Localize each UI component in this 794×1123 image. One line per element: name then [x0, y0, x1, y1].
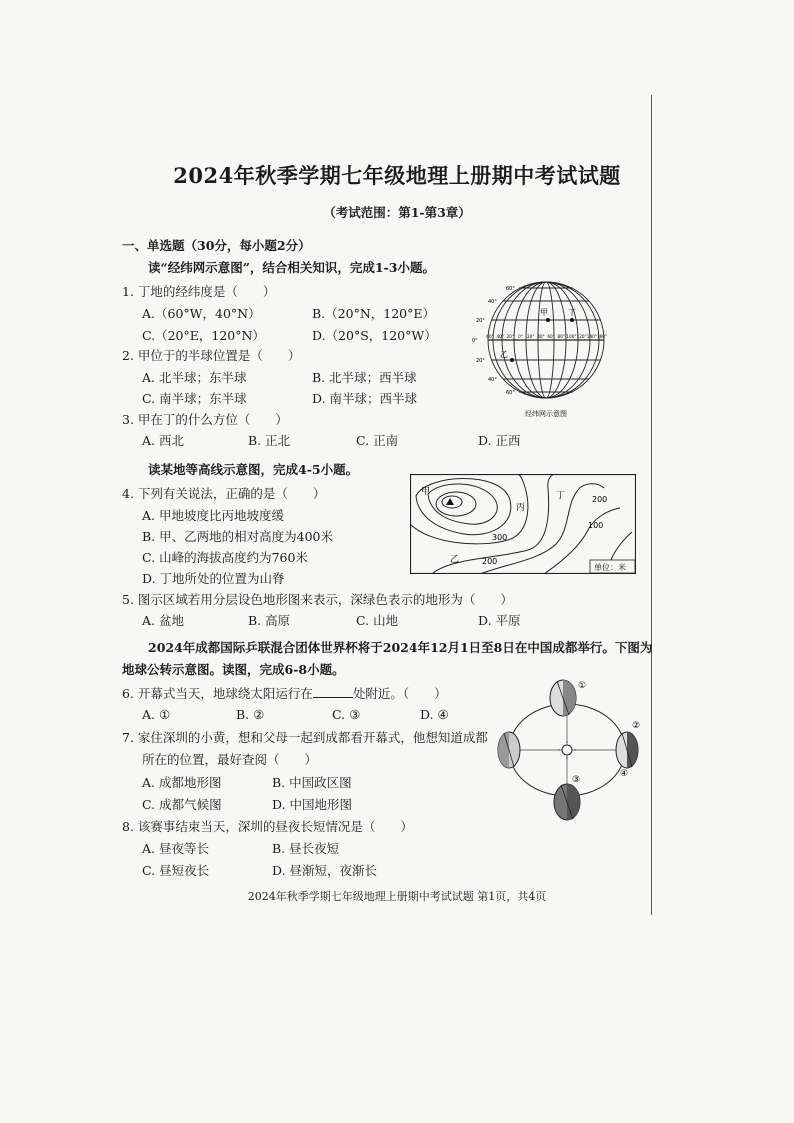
latitude-label: 60° — [506, 390, 515, 396]
q5-option-c: C. 山地 — [356, 613, 399, 628]
q4-option-b: B. 甲、乙两地的相对高度为400米 — [142, 529, 333, 544]
q5-option-a: A. 盆地 — [142, 613, 184, 628]
q6-option-a: A. ① — [142, 707, 171, 722]
latitude-label: 40° — [488, 377, 497, 383]
q8-option-d: D. 昼渐短，夜渐长 — [272, 863, 378, 878]
section-heading: 一、单选题（30分，每小题2分） — [122, 238, 311, 253]
contour-value-200-top: 200 — [592, 495, 608, 504]
q5-option-d: D. 平原 — [478, 613, 521, 628]
q7-option-a: A. 成都地形图 — [142, 775, 222, 790]
q2-option-a: A. 北半球；东半球 — [142, 370, 247, 385]
q1-option-b: B.（20°N，120°E） — [312, 306, 435, 321]
q4-option-d: D. 丁地所处的位置为山脊 — [142, 571, 285, 586]
contour-label-jia: 甲 — [421, 487, 431, 497]
point-jia-marker — [546, 318, 550, 322]
q3-option-a: A. 西北 — [142, 433, 184, 448]
orbit-position-2: ② — [632, 721, 641, 731]
latitude-labels — [472, 286, 515, 396]
longitude-label: 20° — [527, 334, 535, 339]
longitude-label: 20° — [506, 334, 515, 339]
longitude-label: 0° — [518, 334, 523, 339]
intro-orbit-line2: 地球公转示意图。读图，完成6-8小题。 — [122, 662, 345, 677]
contour-label-bing: 丙 — [516, 503, 526, 513]
latitude-label: 0° — [472, 338, 478, 344]
peak-triangle-icon — [446, 498, 454, 505]
q6-option-b: B. ② — [236, 707, 265, 722]
q3-option-d: D. 正西 — [478, 433, 521, 448]
globe-label-yi: 乙 — [500, 350, 508, 359]
globe-label-jia: 甲 — [540, 308, 548, 317]
latitude-label: 60° — [506, 286, 515, 292]
contour-value-100: 100 — [588, 521, 604, 530]
globe-grid — [488, 282, 604, 398]
earth-top-icon — [550, 680, 576, 716]
longitude-label: 80° — [557, 334, 565, 339]
q1-option-a: A.（60°W，40°N） — [142, 306, 261, 321]
q1-option-c: C.（20°E，120°N） — [142, 328, 265, 343]
q8-option-c: C. 昼短夜长 — [142, 863, 210, 878]
globe-label-ding: 丁 — [568, 308, 576, 317]
contour-label-yi: 乙 — [450, 555, 460, 565]
exam-scope: （考试范围：第1-第3章） — [323, 205, 471, 220]
q4-option-c: C. 山峰的海拔高度约为760米 — [142, 550, 308, 565]
q6-answer-blank — [313, 685, 353, 698]
q8-option-b: B. 昼长夜短 — [272, 841, 340, 856]
page-footer: 2024年秋季学期七年级地理上册期中考试试题 第1页，共4页 — [247, 890, 547, 903]
q7-stem-line2: 所在的位置，最好查阅（ ） — [142, 752, 318, 767]
latitude-label: 20° — [476, 318, 485, 324]
latitude-label: 40° — [488, 299, 497, 305]
earth-left-icon — [498, 732, 520, 768]
contour-value-300: 300 — [492, 533, 508, 542]
point-yi-marker — [510, 358, 514, 362]
q6-option-c: C. ③ — [332, 707, 361, 722]
q3-option-b: B. 正北 — [248, 433, 291, 448]
q8-option-a: A. 昼夜等长 — [142, 841, 209, 856]
intro-globe: 读“经纬网示意图”，结合相关知识，完成1-3小题。 — [148, 260, 435, 275]
longitude-label: 60° — [547, 334, 555, 339]
orbit-position-1: ① — [578, 681, 587, 691]
q1-stem: 1. 丁地的经纬度是（ ） — [122, 284, 276, 299]
q6-stem — [122, 685, 447, 702]
q8-stem: 8. 该赛事结束当天，深圳的昼夜长短情况是（ ） — [122, 819, 413, 834]
longitude-label: 140° — [586, 334, 597, 339]
globe-caption: 经纬网示意图 — [525, 410, 567, 418]
q4-stem: 4. 下列有关说法，正确的是（ ） — [122, 486, 326, 501]
page-title: 2024年秋季学期七年级地理上册期中考试试题 — [173, 163, 621, 188]
q6-option-d: D. ④ — [420, 707, 449, 722]
longitude-label: 160° — [596, 334, 608, 339]
contour-value-200-bottom: 200 — [482, 557, 498, 566]
q7-option-c: C. 成都气候图 — [142, 797, 222, 812]
q7-option-d: D. 中国地形图 — [272, 797, 353, 812]
longitude-label: 40° — [496, 334, 504, 339]
q7-stem-line1: 7. 家住深圳的小黄，想和父母一起到成都看开幕式，他想知道成都 — [122, 730, 488, 745]
q2-option-b: B. 北半球；西半球 — [312, 370, 417, 385]
longitude-label: 120° — [576, 334, 587, 339]
longitude-label: 40° — [537, 334, 545, 339]
orbit-position-4: ④ — [620, 769, 629, 779]
latitude-label: 20° — [476, 358, 485, 364]
q2-option-c: C. 南半球；东半球 — [142, 391, 247, 406]
longitude-labels — [486, 334, 607, 339]
longitude-label: 60° — [486, 334, 494, 339]
contour-label-ding: 丁 — [556, 491, 566, 501]
intro-orbit-line1: 2024年成都国际乒联混合团体世界杯将于2024年12月1日至8日在中国成都举行。下图为 — [148, 640, 653, 655]
q2-stem: 2. 甲位于的半球位置是（ ） — [122, 348, 301, 363]
contour-unit: 单位：米 — [594, 563, 626, 572]
q7-option-b: B. 中国政区图 — [272, 775, 352, 790]
q6-stem-before: 6. 开幕式当天，地球绕太阳运行在 — [122, 686, 313, 701]
q1-option-d: D.（20°S，120°W） — [312, 328, 437, 343]
q4-option-a: A. 甲地坡度比丙地坡度缓 — [142, 508, 284, 523]
earth-orbit-figure — [494, 672, 644, 830]
q3-option-c: C. 正南 — [356, 433, 399, 448]
orbit-position-3: ③ — [572, 775, 581, 785]
intro-contour: 读某地等高线示意图，完成4-5小题。 — [148, 462, 359, 477]
q5-option-b: B. 高原 — [248, 613, 291, 628]
earth-right-icon — [616, 732, 638, 768]
q5-stem: 5. 图示区域若用分层设色地形图来表示，深绿色表示的地形为（ ） — [122, 592, 513, 607]
graticule-globe-figure — [466, 270, 626, 420]
contour-map-figure — [410, 474, 636, 574]
q6-stem-after: 处附近。（ ） — [352, 686, 447, 701]
q3-stem: 3. 甲在丁的什么方位（ ） — [122, 412, 288, 427]
q2-option-d: D. 南半球；西半球 — [312, 391, 418, 406]
point-ding-marker — [570, 318, 574, 322]
longitude-label: 100° — [566, 334, 577, 339]
earth-bottom-icon — [554, 784, 580, 820]
